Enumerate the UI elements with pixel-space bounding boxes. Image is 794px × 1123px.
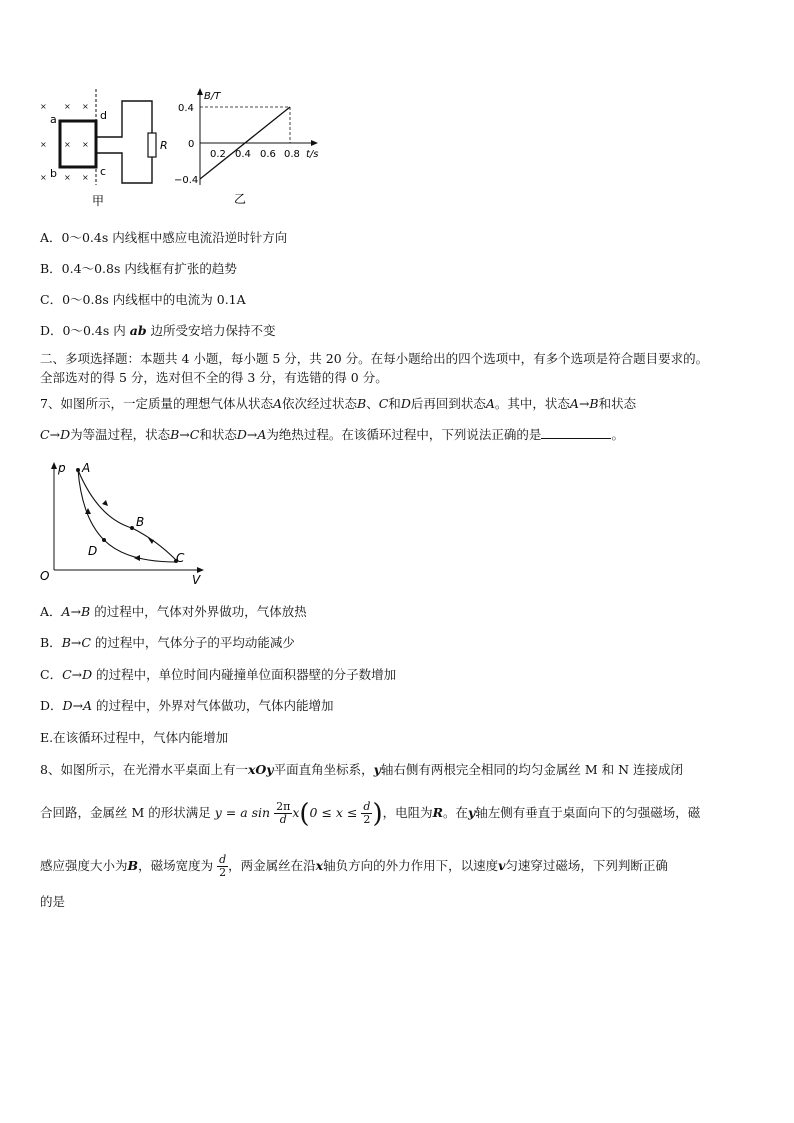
svg-text:×: ×: [82, 102, 89, 111]
q7-option-e: E.在该循环过程中，气体内能增加: [40, 730, 229, 745]
state-a-label: A: [82, 461, 91, 475]
q6-option-b: B．0.4～0.8s 内线框有扩张的趋势: [40, 261, 237, 276]
q6-option-a: A．0～0.4s 内线框中感应电流沿逆时针方向: [40, 230, 288, 245]
svg-text:×: ×: [82, 140, 89, 149]
x-tick-0.6: 0.6: [260, 149, 276, 160]
axis-y-label: B/T: [204, 91, 221, 102]
svg-text:×: ×: [40, 173, 47, 182]
eq-fraction-d-2: $\frac{d}{2}$: [363, 800, 371, 826]
y-tick-neg0.4: −0.4: [174, 175, 199, 186]
x-tick-0.4: 0.4: [235, 149, 251, 160]
caption-jia: 甲: [92, 194, 105, 208]
label-a: a: [50, 113, 57, 126]
y-tick-0.4: 0.4: [178, 103, 194, 114]
resistor: [148, 133, 156, 157]
o-label: O: [40, 569, 50, 583]
q7-option-c: C．C→D 的过程中，单位时间内碰撞单位面积器壁的分子数增加: [40, 667, 397, 682]
origin-label: 0: [188, 139, 195, 150]
caption-yi: 乙: [234, 192, 247, 206]
magnetic-field-crosses: [40, 102, 89, 182]
q8-stem-line4: 的是: [40, 894, 66, 909]
q7-stem-line2: C→D为等温过程，状态B→C和状态D→A为绝热过程。在该循环过程中，下列说法正确的是 。: [40, 427, 624, 442]
x-tick-0.8: 0.8: [284, 149, 300, 160]
svg-text:×: ×: [40, 140, 47, 149]
label-c: c: [100, 165, 107, 178]
svg-text:×: ×: [40, 102, 47, 111]
svg-text:×: ×: [64, 140, 71, 149]
figure-1: [30, 85, 330, 210]
q6-option-c: C．0～0.8s 内线框中的电流为 0.1A: [40, 292, 246, 307]
q7-option-d: D．D→A 的过程中，外界对气体做功，气体内能增加: [40, 698, 334, 713]
q8-stem-line1: 8、如图所示，在光滑水平桌面上有一xOy平面直角坐标系，y轴右侧有两根完全相同的均匀金属丝 M 和 N 连接成闭: [40, 762, 683, 777]
v-label: V: [192, 573, 201, 587]
label-b: b: [50, 167, 57, 180]
state-d-label: D: [88, 544, 98, 558]
bt-graph: [174, 88, 319, 186]
q7-option-a: A．A→B 的过程中，气体对外界做功，气体放热: [40, 604, 307, 619]
axis-x-label: t/s: [306, 149, 319, 160]
q8-stem-line3: 感应强度大小为B，磁场宽度为 $\frac{d}{2}$ ，两金属丝在沿x轴负方向的外力作用下，以速度v匀速穿过磁场，下列判断正确: [40, 853, 668, 879]
answer-blank: [541, 426, 611, 439]
q6-option-d: D．0～0.4s 内 ab 边所受安培力保持不变: [40, 323, 276, 338]
q8-stem-line2: 合回路，金属丝 M 的形状满足 y = a sin $\frac{2\pi}{d}$ x(0 ≤ x ≤ $\frac{d}{2}$ )，电阻为R。在y轴左侧有垂直于桌面向下的匀强磁场，磁: [40, 798, 701, 829]
state-b-label: B: [136, 515, 145, 529]
x-tick-0.2: 0.2: [210, 149, 226, 160]
section2-line2: 全部选对的得 5 分，选对但不全的得 3 分，有选错的得 0 分。: [40, 370, 388, 385]
q7-option-b: B．B→C 的过程中，气体分子的平均动能减少: [40, 635, 295, 650]
section2-line1: 二、多项选择题：本题共 4 小题，每小题 5 分，共 20 分。在每小题给出的四个选项中，有多个选项是符合题目要求的。: [40, 351, 709, 366]
eq-fraction-2pi-d: $\frac{2\pi}{d}$: [276, 800, 291, 826]
label-d: d: [100, 109, 107, 122]
width-fraction-d-2: $\frac{d}{2}$: [219, 853, 227, 879]
q7-stem-line1: 7、如图所示，一定质量的理想气体从状态A依次经过状态B、C和D后再回到状态A。其中，状态A→B和状态: [40, 396, 637, 411]
svg-text:×: ×: [64, 173, 71, 182]
svg-text:×: ×: [82, 173, 89, 182]
label-R: R: [160, 139, 168, 152]
state-c-label: C: [176, 551, 185, 565]
svg-text:×: ×: [64, 102, 71, 111]
p-label: p: [58, 461, 66, 475]
pv-diagram: [36, 458, 216, 588]
